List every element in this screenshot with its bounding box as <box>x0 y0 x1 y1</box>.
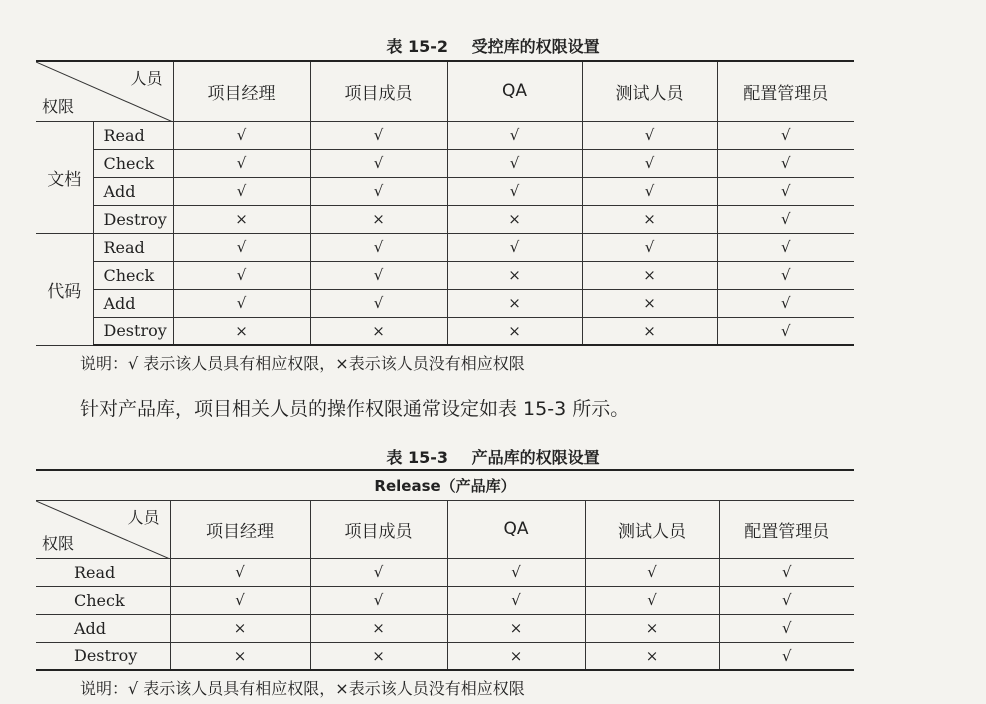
table1-mark-cell: √ <box>582 177 717 205</box>
table2-mark-cell: × <box>585 642 719 670</box>
table1-column-header: 项目经理 <box>173 61 310 121</box>
table2-mark-cell: √ <box>310 558 447 586</box>
table-row <box>36 177 854 205</box>
table1-mark-cell: √ <box>310 121 447 149</box>
table1-mark-cell: √ <box>717 289 854 317</box>
table1-mark-cell: √ <box>447 149 582 177</box>
table2-mark-cell: √ <box>719 586 854 614</box>
table2-note: 说明：√ 表示该人员具有相应权限，×表示该人员没有相应权限 <box>80 679 525 698</box>
table2 <box>36 469 854 671</box>
table1-mark-cell: × <box>582 205 717 233</box>
table2-mark-cell: √ <box>585 586 719 614</box>
table2-mark-cell: × <box>310 614 447 642</box>
table2-mark-cell: √ <box>585 558 719 586</box>
table1-column-header: 测试人员 <box>582 61 717 121</box>
table1-group-label: 代码 <box>36 233 93 345</box>
table1-mark-cell: √ <box>447 233 582 261</box>
table1-mark-cell: √ <box>310 177 447 205</box>
table1-op-cell: Read <box>93 121 173 149</box>
table1-mark-cell: √ <box>717 149 854 177</box>
table2-mark-cell: × <box>585 614 719 642</box>
table2-op-cell: Add <box>36 614 170 642</box>
table1-mark-cell: × <box>582 317 717 345</box>
body-paragraph: 针对产品库，项目相关人员的操作权限通常设定如表 15-3 所示。 <box>80 398 630 420</box>
table-row <box>36 261 854 289</box>
table1-op-cell: Check <box>93 149 173 177</box>
table2-mark-cell: √ <box>447 558 585 586</box>
table-row <box>36 289 854 317</box>
table1-note: 说明：√ 表示该人员具有相应权限，×表示该人员没有相应权限 <box>80 354 525 373</box>
table1-corner-cell <box>36 61 173 121</box>
table1-mark-cell: √ <box>717 205 854 233</box>
table1-corner-bottom: 权限 <box>42 96 75 116</box>
table1-mark-cell: √ <box>310 233 447 261</box>
table1 <box>36 60 854 346</box>
table1-mark-cell: √ <box>582 121 717 149</box>
table1-caption <box>0 34 986 57</box>
table-row <box>36 586 854 614</box>
table1-op-cell: Add <box>93 289 173 317</box>
table1-mark-cell: √ <box>173 233 310 261</box>
table-row <box>36 614 854 642</box>
table1-mark-cell: × <box>447 261 582 289</box>
table2-mark-cell: √ <box>447 586 585 614</box>
table-row <box>36 317 854 345</box>
table1-mark-cell: √ <box>717 261 854 289</box>
table2-caption <box>0 445 986 468</box>
table2-caption-title: 产品库的权限设置 <box>471 448 600 467</box>
table1-mark-cell: √ <box>717 317 854 345</box>
table-row <box>36 558 854 586</box>
table2-op-cell: Destroy <box>36 642 170 670</box>
table2-mark-cell: × <box>170 614 310 642</box>
table1-column-header: 配置管理员 <box>717 61 854 121</box>
table-row <box>36 233 854 261</box>
table1-mark-cell: √ <box>173 121 310 149</box>
table2-mark-cell: × <box>310 642 447 670</box>
table1-mark-cell: √ <box>717 177 854 205</box>
table1-mark-cell: √ <box>717 233 854 261</box>
table1-mark-cell: √ <box>447 121 582 149</box>
table1-op-cell: Add <box>93 177 173 205</box>
table2-caption-number: 表 15-3 <box>386 448 449 467</box>
table1-mark-cell: × <box>582 261 717 289</box>
table1-op-cell: Check <box>93 261 173 289</box>
table1-mark-cell: √ <box>310 261 447 289</box>
table2-op-cell: Read <box>36 558 170 586</box>
table1-column-header: QA <box>447 61 582 121</box>
table2-op-cell: Check <box>36 586 170 614</box>
table1-mark-cell: √ <box>173 289 310 317</box>
table1-op-cell: Read <box>93 233 173 261</box>
table2-column-header: 项目经理 <box>170 500 310 558</box>
table2-mark-cell: × <box>170 642 310 670</box>
table1-caption-title: 受控库的权限设置 <box>471 37 600 56</box>
table1-corner-top: 人员 <box>130 69 163 88</box>
table2-corner-top: 人员 <box>127 507 160 527</box>
table-row <box>36 205 854 233</box>
table2-mark-cell: √ <box>719 642 854 670</box>
table1-mark-cell: √ <box>173 261 310 289</box>
table1-mark-cell: √ <box>173 149 310 177</box>
table1-mark-cell: √ <box>717 121 854 149</box>
table1-mark-cell: × <box>173 317 310 345</box>
table-row <box>36 149 854 177</box>
table1-op-cell: Destroy <box>93 205 173 233</box>
table1-mark-cell: × <box>447 205 582 233</box>
table1-mark-cell: √ <box>582 149 717 177</box>
table1-mark-cell: × <box>310 205 447 233</box>
table2-mark-cell: √ <box>310 586 447 614</box>
table1-mark-cell: × <box>447 289 582 317</box>
table2-mark-cell: × <box>447 642 585 670</box>
table2-corner-cell <box>36 500 170 558</box>
table1-mark-cell: √ <box>310 289 447 317</box>
table1-column-header: 项目成员 <box>310 61 447 121</box>
table2-mark-cell: √ <box>719 614 854 642</box>
table1-mark-cell: √ <box>582 233 717 261</box>
table1-mark-cell: × <box>173 205 310 233</box>
table1-mark-cell: √ <box>447 177 582 205</box>
table1-op-cell: Destroy <box>93 317 173 345</box>
table-row <box>36 121 854 149</box>
table2-mark-cell: √ <box>170 558 310 586</box>
table2-mark-cell: √ <box>719 558 854 586</box>
table1-caption-number: 表 15-2 <box>386 37 449 56</box>
table2-mark-cell: √ <box>170 586 310 614</box>
table1-mark-cell: × <box>310 317 447 345</box>
table-row <box>36 642 854 670</box>
table1-mark-cell: √ <box>173 177 310 205</box>
table1-group-label: 文档 <box>36 121 93 233</box>
table2-column-header: 项目成员 <box>310 500 447 558</box>
table2-column-header: 配置管理员 <box>719 500 854 558</box>
table1-mark-cell: × <box>447 317 582 345</box>
table2-column-header: QA <box>447 500 585 558</box>
table1-mark-cell: √ <box>310 149 447 177</box>
table2-mark-cell: × <box>447 614 585 642</box>
table2-corner-bottom: 权限 <box>42 533 75 553</box>
table1-mark-cell: × <box>582 289 717 317</box>
table2-banner: Release（产品库） <box>36 470 854 500</box>
table2-column-header: 测试人员 <box>585 500 719 558</box>
